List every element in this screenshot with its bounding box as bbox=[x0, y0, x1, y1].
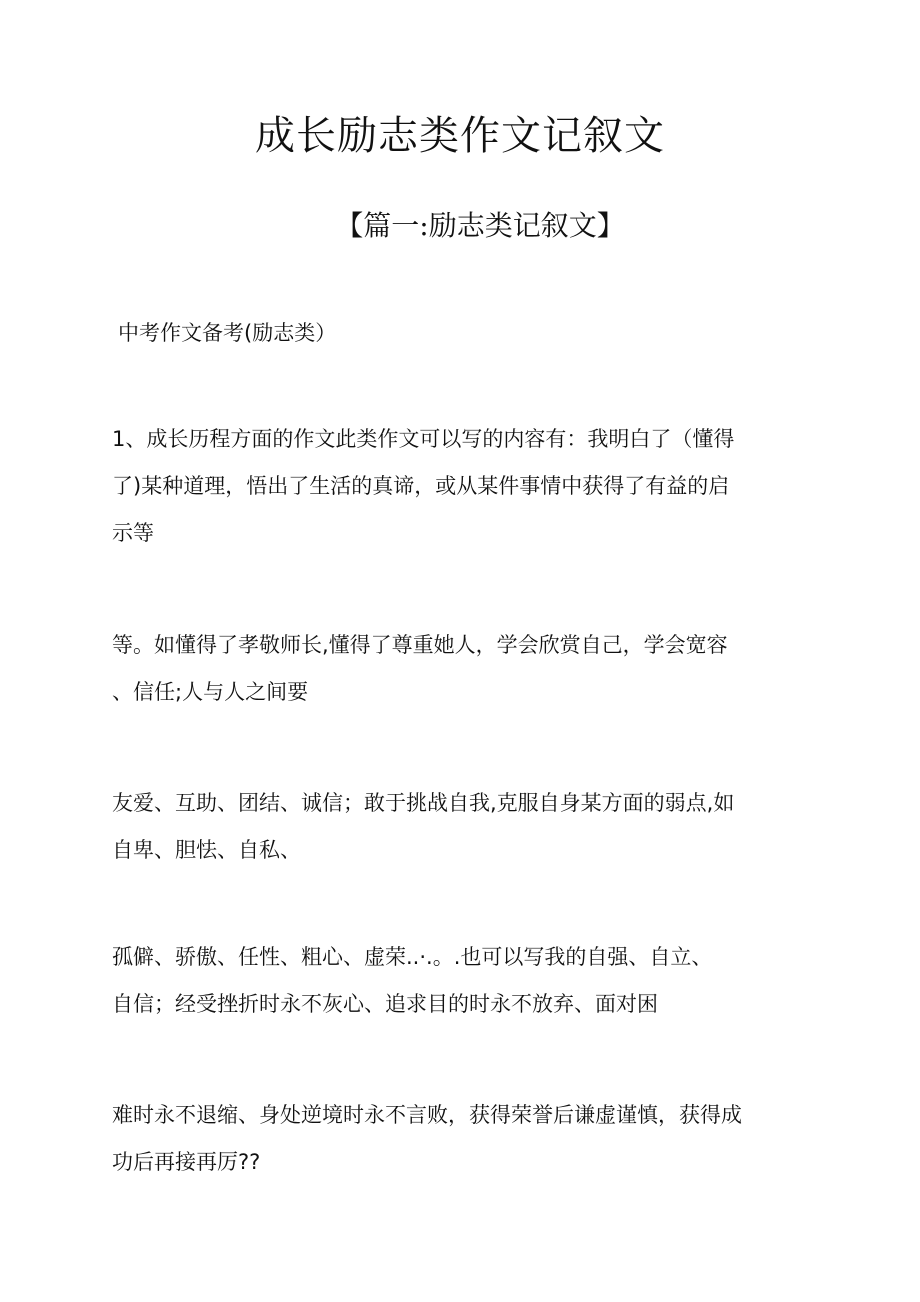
paragraph-2 bbox=[112, 622, 812, 716]
paragraph-4 bbox=[112, 934, 812, 1028]
document-title: 成长励志类作文记叙文 bbox=[255, 113, 665, 159]
paragraph-line: 友爱、互助、团结、诚信；敢于挑战自我,克服自身某方面的弱点,如 bbox=[112, 791, 735, 815]
paragraph-line: 自卑、胆怯、自私、 bbox=[112, 838, 301, 862]
paragraph-line: 等。如懂得了孝敬师长,懂得了尊重她人，学会欣赏自己，学会宽容 bbox=[112, 633, 728, 657]
paragraph-1 bbox=[112, 416, 812, 557]
paragraph-line: 功后再接再厉?? bbox=[112, 1150, 261, 1174]
paragraph-line: 、信任;人与人之间要 bbox=[112, 680, 309, 704]
section-heading: 中考作文备考(励志类） bbox=[118, 321, 337, 345]
paragraph-line: 难时永不退缩、身处逆境时永不言败，获得荣誉后谦虚谨慎，获得成 bbox=[112, 1103, 742, 1127]
paragraph-3 bbox=[112, 780, 812, 874]
paragraph-5 bbox=[112, 1092, 812, 1186]
paragraph-line: 自信；经受挫折时永不灰心、追求目的时永不放弃、面对困 bbox=[112, 992, 658, 1016]
paragraph-line: 1、成长历程方面的作文此类作文可以写的内容有：我明白了（懂得 bbox=[112, 427, 735, 451]
paragraph-line: 了)某种道理，悟出了生活的真谛，或从某件事情中获得了有益的启 bbox=[112, 474, 730, 498]
document-subtitle: 【篇一:励志类记叙文】 bbox=[335, 209, 625, 242]
paragraph-line: 孤僻、骄傲、任性、粗心、虚荣..·.。.也可以写我的自强、自立、 bbox=[112, 945, 713, 969]
paragraph-line: 示等 bbox=[112, 521, 154, 545]
